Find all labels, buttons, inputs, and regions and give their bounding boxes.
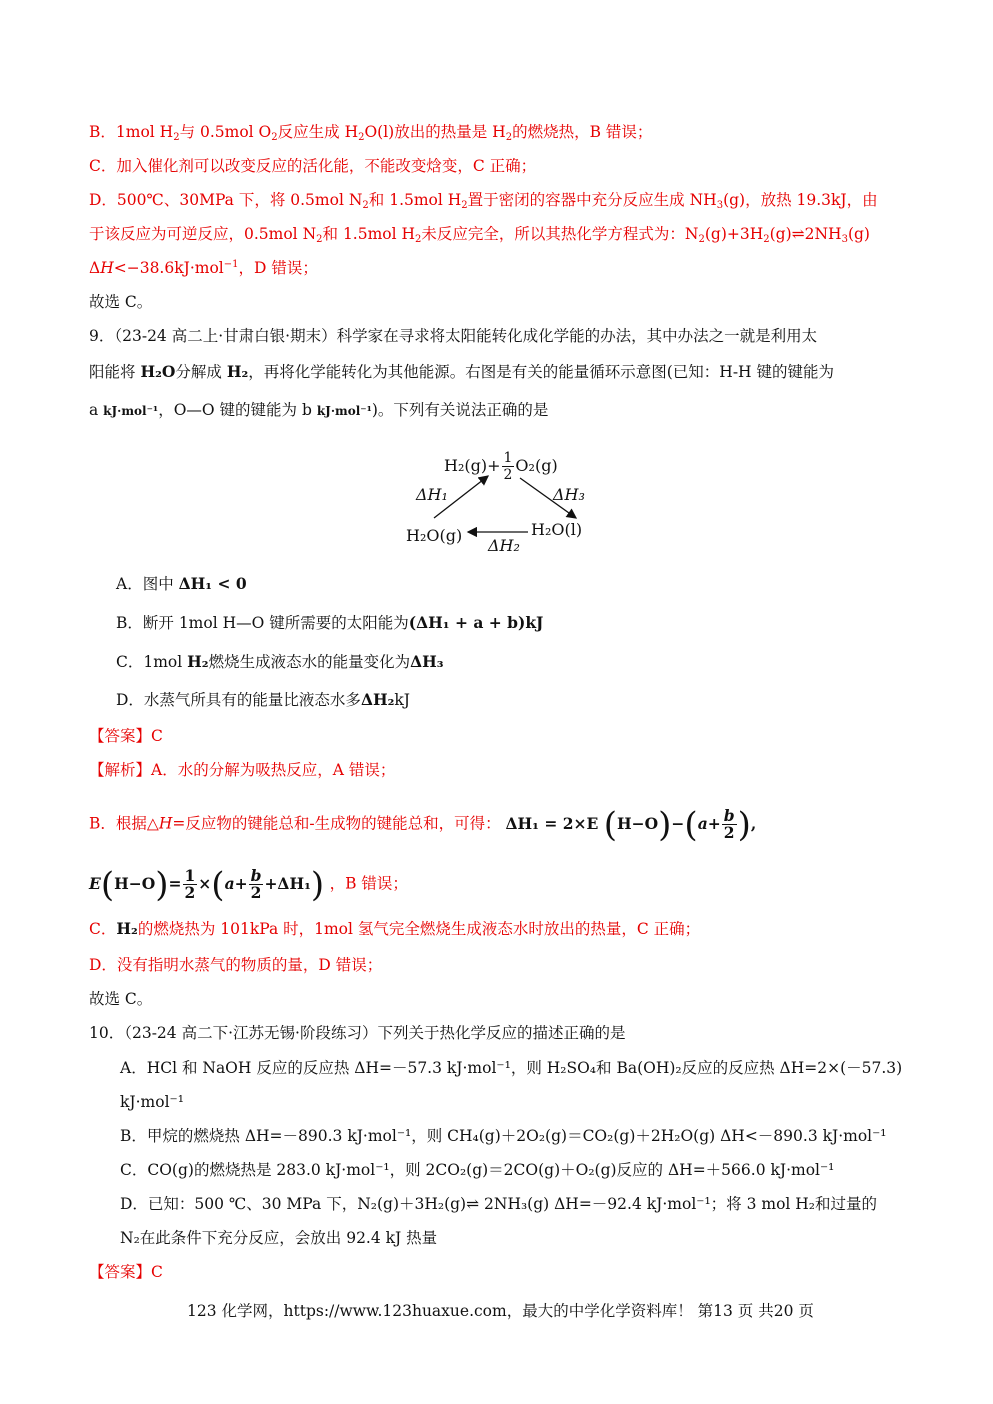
prev-option-d-analysis-line3: ΔH<−38.6kJ·mol$^{-1}$，D 错误； — [89, 259, 318, 277]
answer-tag: 【答案】 — [89, 1263, 152, 1281]
diagram-arrows — [396, 438, 596, 558]
equation-e-ho: E(H−O)= $\frac{1}{2}$ ×(a+ $\frac{b}{2}$ +ΔH₁) — [89, 864, 325, 905]
q9-option-b[interactable]: B．断开 1mol H—O 键所需要的太阳能为(ΔH₁ + a + b)kJ — [116, 613, 544, 632]
diagram-top-label: H₂(g)+ $\frac{1}{2}$ O₂(g) — [444, 450, 558, 483]
answer-tag: 【答案】 — [89, 727, 152, 745]
q9-analysis-a: 【解析】A．水的分解为吸热反应，A 错误； — [89, 761, 396, 779]
q10-option-b[interactable]: B．甲烷的燃烧热 ΔH=－890.3 kJ·mol⁻¹，则 CH₄(g)＋2O₂(g)＝CO₂(g)＋2H₂O(g) ΔH<－890.3 kJ·mol⁻¹ — [120, 1127, 887, 1145]
analysis-tag: 【解析】 — [89, 761, 152, 779]
energy-cycle-diagram — [396, 438, 596, 558]
q9-analysis-b-line2: E(H−O)= $\frac{1}{2}$ ×(a+ $\frac{b}{2}$ +ΔH₁) ，B 错误； — [89, 864, 408, 905]
q10-option-a-line1[interactable]: A．HCl 和 NaOH 反应的反应热 ΔH=－57.3 kJ·mol⁻¹，则 H₂SO₄和 Ba(OH)₂反应的反应热 ΔH=2×(－57.3) — [120, 1059, 903, 1077]
q10-option-d-line2: N₂在此条件下充分反应，会放出 92.4 kJ 热量 — [120, 1229, 438, 1247]
equation-dh1: ΔH₁ = 2×E (H−O)−(a+ $\frac{b}{2}$ ), — [505, 804, 757, 845]
diagram-dh3-label: ΔH₃ — [553, 485, 585, 504]
q9-option-d[interactable]: D．水蒸气所具有的能量比液态水多ΔH₂kJ — [116, 690, 411, 709]
q9-analysis-b-line1: B．根据△H=反应物的键能总和-生成物的键能总和，可得： ΔH₁ = 2×E (H−O)−(a+ $\frac{b}{2}$ ), — [89, 804, 757, 845]
q10-option-a-line2: kJ·mol⁻¹ — [120, 1093, 184, 1111]
page-footer: 123 化学网，https://www.123huaxue.com，最大的中学化学资料库！ 第13 页 共20 页 — [187, 1302, 814, 1320]
q9-stem-line2: 阳能将 H₂O分解成 H₂，再将化学能转化为其他能源。右图是有关的能量循环示意图(已知：H-H 键的键能为 — [89, 362, 834, 381]
q10-answer: 【答案】C — [89, 1263, 163, 1281]
q9-stem-line1: 9．（23-24 高二上·甘肃白银·期末）科学家在寻求将太阳能转化成化学能的办法，其中办法之一就是利用太 — [89, 327, 818, 345]
q9-analysis-d: D．没有指明水蒸气的物质的量，D 错误； — [89, 956, 383, 974]
diagram-right-label: H₂O(l) — [531, 520, 583, 539]
q10-option-c[interactable]: C．CO(g)的燃烧热是 283.0 kJ·mol⁻¹，则 2CO₂(g)＝2CO(g)＋O₂(g)反应的 ΔH=＋566.0 kJ·mol⁻¹ — [120, 1161, 835, 1179]
q9-conclusion: 故选 C。 — [89, 990, 153, 1008]
prev-option-b-analysis: B．1mol $H_2$与 0.5mol $O_2$反应生成 $H_2O(l)$放出的热量是 $H_2$的燃烧热，B 错误； — [89, 123, 653, 143]
q10-option-d-line1[interactable]: D．已知：500 ℃、30 MPa 下，N₂(g)＋3H₂(g)⇌ 2NH₃(g) ΔH=－92.4 kJ·mol⁻¹；将 3 mol H₂和过量的 — [120, 1195, 878, 1213]
prev-option-d-analysis-line1: D．500℃、30MPa 下，将 0.5mol $N_2$和 1.5mol $H_2$置于密闭的容器中充分反应生成 $NH_3(g)$，放热 19.3kJ，由 — [89, 191, 878, 211]
q9-option-a[interactable]: A．图中 ΔH₁ < 0 — [116, 574, 247, 593]
diagram-left-label: H₂O(g) — [406, 526, 463, 545]
q9-stem-line3: a kJ·mol⁻¹，O—O 键的键能为 b kJ·mol⁻¹)。下列有关说法正确的是 — [89, 401, 549, 419]
diagram-dh1-label: ΔH₁ — [416, 485, 448, 504]
arrow-dh3 — [520, 478, 576, 518]
prev-conclusion: 故选 C。 — [89, 293, 153, 311]
arrow-dh1 — [434, 476, 488, 518]
q10-stem: 10．（23-24 高二下·江苏无锡·阶段练习）下列关于热化学反应的描述正确的是 — [89, 1024, 626, 1042]
q9-answer: 【答案】C — [89, 727, 163, 745]
diagram-dh2-label: ΔH₂ — [488, 536, 520, 555]
prev-option-d-analysis-line2: 于该反应为可逆反应，0.5mol $N_2$和 1.5mol $H_2$未反应完全，所以其热化学方程式为：$N_2(g)+3H_2(g)\rightleftharpoons 2NH_3(g)$ — [89, 225, 870, 245]
q9-option-c[interactable]: C．1mol H₂燃烧生成液态水的能量变化为ΔH₃ — [116, 652, 444, 671]
prev-option-c-analysis: C．加入催化剂可以改变反应的活化能，不能改变焓变，C 正确； — [89, 157, 537, 175]
q9-analysis-c: C．H₂的燃烧热为 101kPa 时，1mol 氢气完全燃烧生成液态水时放出的热量，C 正确； — [89, 919, 701, 938]
